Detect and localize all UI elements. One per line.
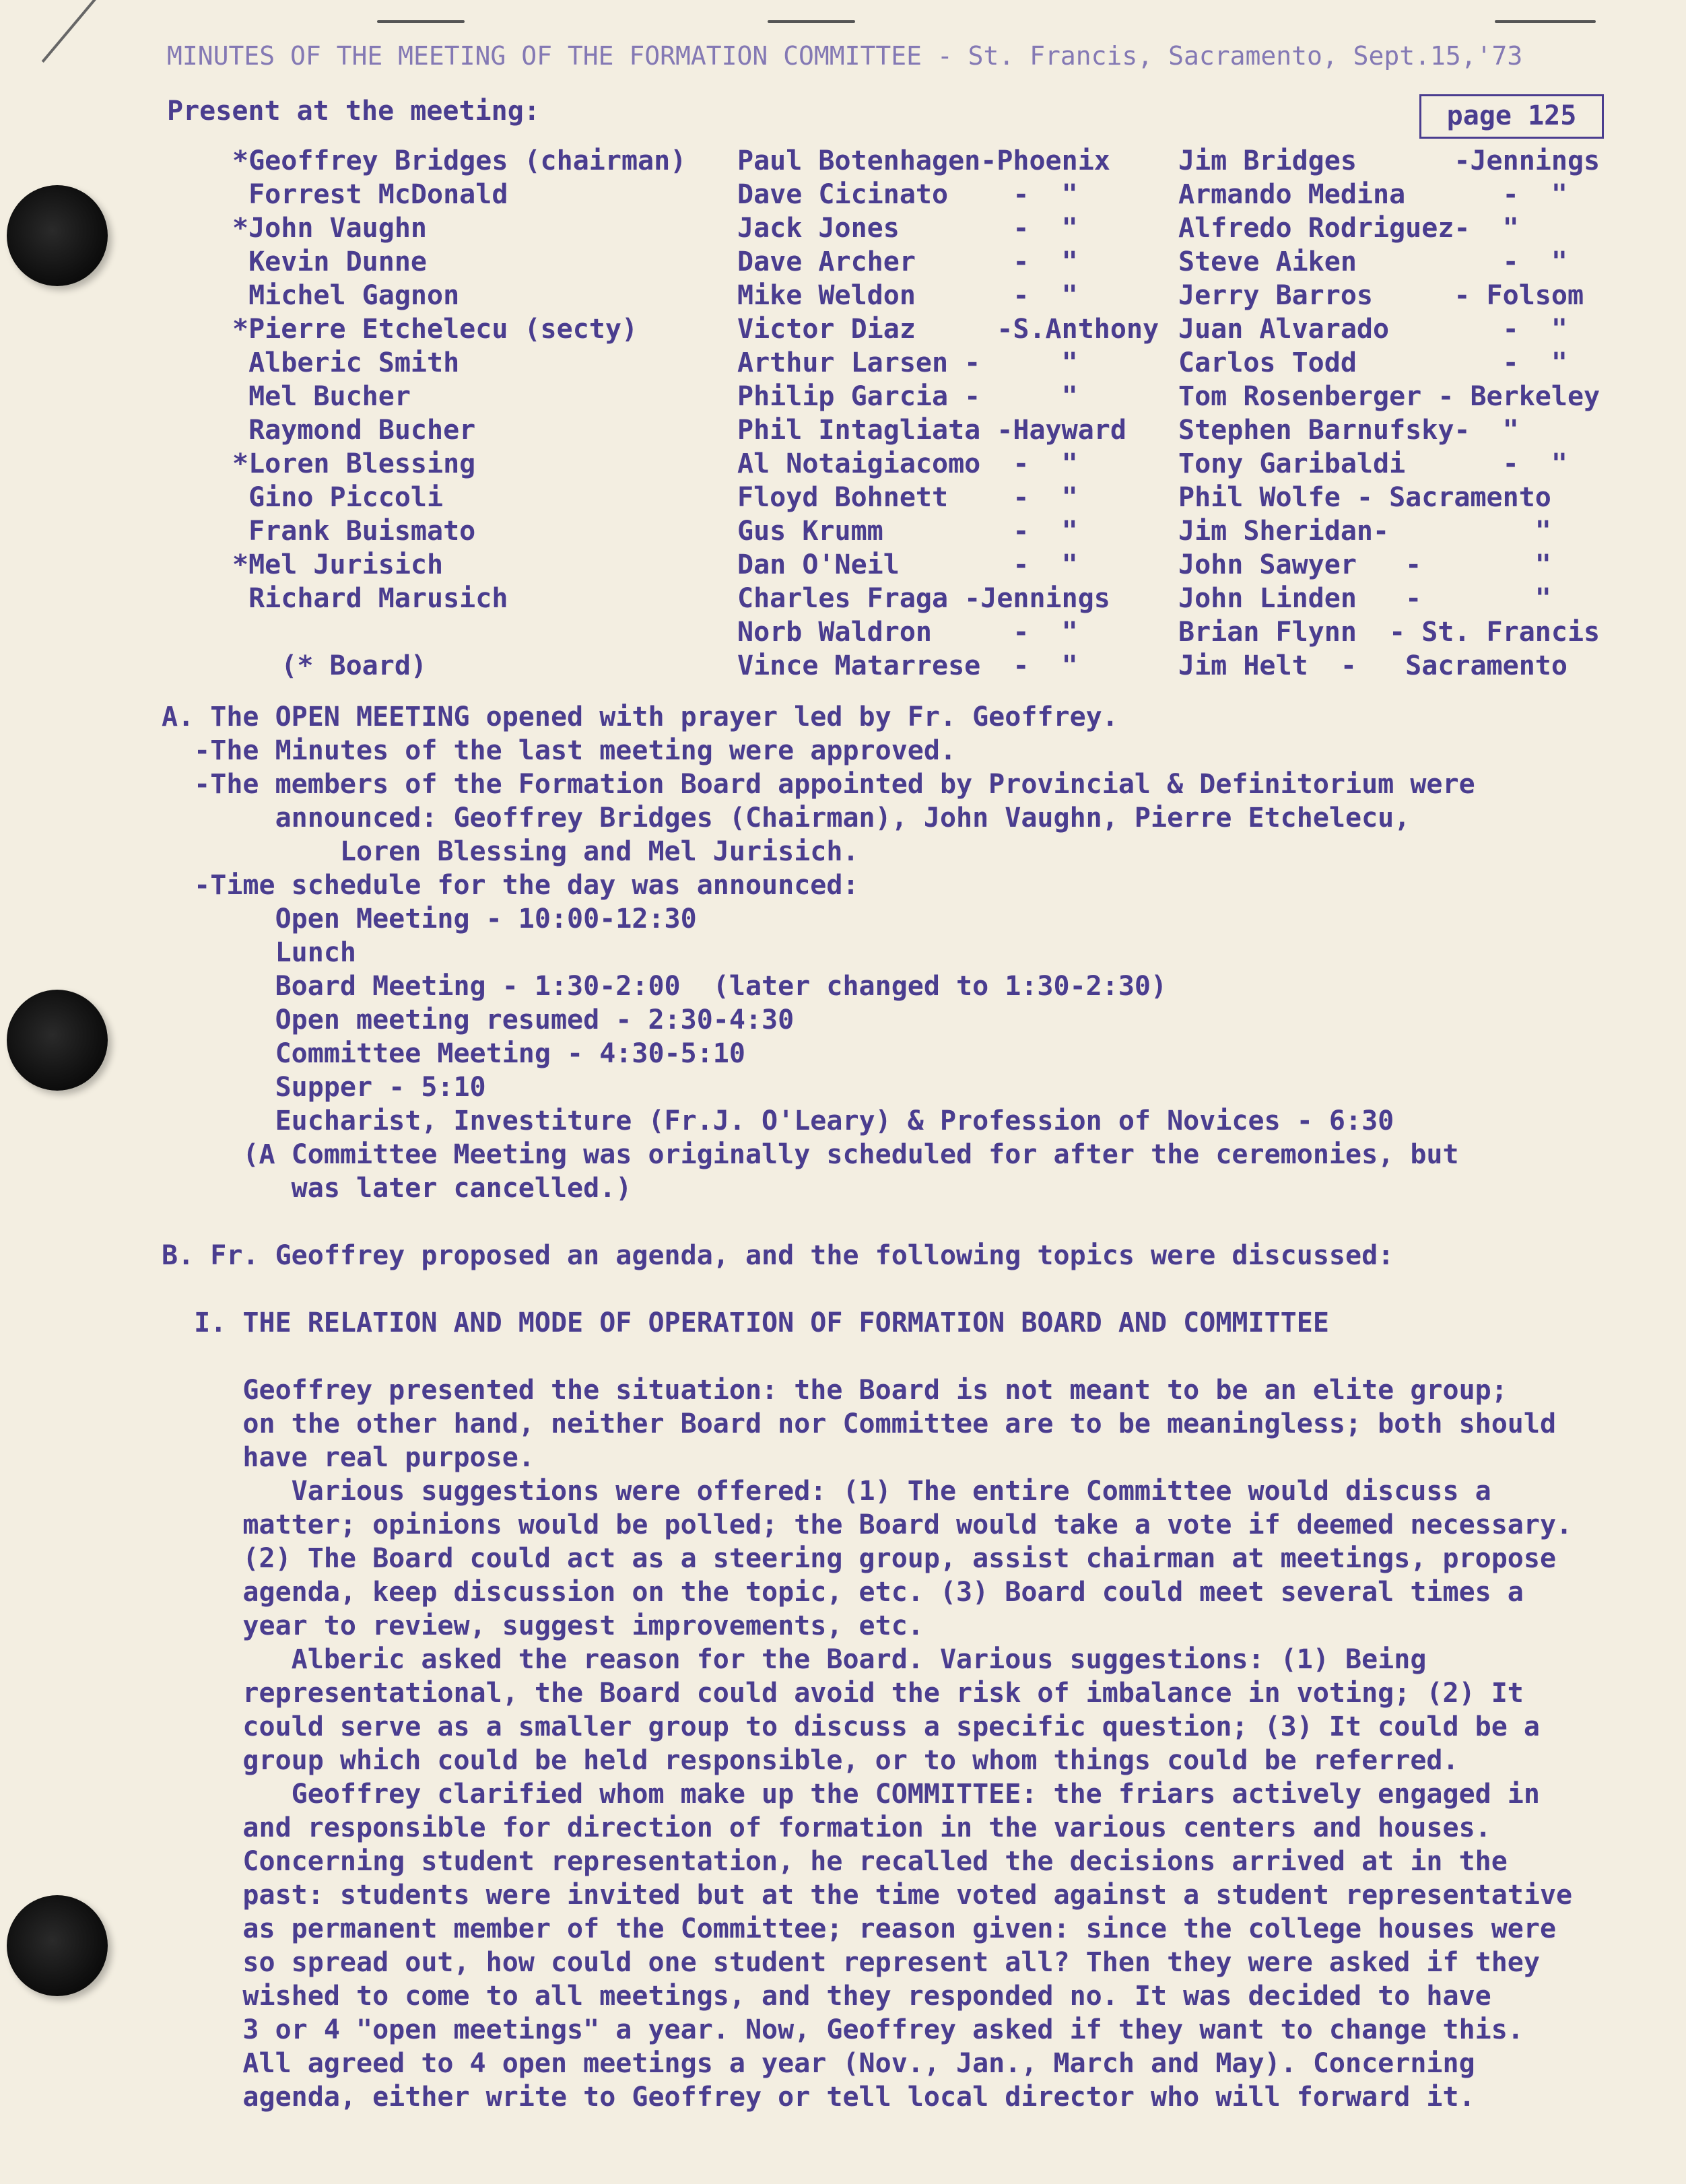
attendee-name: Raymond Bucher <box>232 415 476 446</box>
attendee-name: *Geoffrey Bridges (chairman) <box>232 145 687 176</box>
attendee-name: Michel Gagnon <box>232 280 460 311</box>
attendee-name: Stephen Barnufsky- " <box>1178 415 1519 446</box>
attendee-name: Philip Garcia - " <box>737 381 1078 412</box>
attendee-name: Dave Cicinato - " <box>737 179 1078 210</box>
attendee-name: *Pierre Etchelecu (secty) <box>232 314 638 345</box>
staple-mark <box>768 20 855 23</box>
attendee-name: Steve Aiken - " <box>1178 246 1567 277</box>
attendee-name: Dave Archer - " <box>737 246 1078 277</box>
attendee-name: *Loren Blessing <box>232 448 476 479</box>
attendee-name: Mel Bucher <box>232 381 411 412</box>
attendee-name: John Linden - " <box>1178 583 1551 614</box>
attendee-name: Victor Diaz -S.Anthony <box>737 314 1159 345</box>
attendee-name: Phil Intagliata -Hayward <box>737 415 1126 446</box>
body-line: All agreed to 4 open meetings a year (Nov., Jan., March and May). Concerning <box>162 2048 1475 2079</box>
body-line <box>162 1340 1670 1373</box>
attendee-name: Juan Alvarado - " <box>1178 314 1567 345</box>
staple-mark <box>377 20 465 23</box>
body-line: Committee Meeting - 4:30-5:10 <box>162 1038 745 1069</box>
body-line: group which could be held responsible, or to whom things could be referred. <box>162 1745 1459 1776</box>
attendee-name: Jack Jones - " <box>737 213 1078 244</box>
attendee-name: Kevin Dunne <box>232 246 427 277</box>
body-line <box>162 1272 1670 1306</box>
body-line: B. Fr. Geoffrey proposed an agenda, and the following topics were discussed: <box>162 1240 1394 1271</box>
attendee-name: Arthur Larsen - " <box>737 347 1078 378</box>
attendee-name: Richard Marusich <box>232 583 508 614</box>
board-legend: (* Board) <box>232 650 427 681</box>
body-line: as permanent member of the Committee; reason given: since the college houses were <box>162 1913 1557 1944</box>
attendee-name: Jerry Barros - Folsom <box>1178 280 1584 311</box>
attendee-name: Dan O'Neil - " <box>737 549 1078 580</box>
attendee-name: Jim Helt - Sacramento <box>1178 650 1567 681</box>
minutes-body <box>162 700 1670 2114</box>
attendee-name: Brian Flynn - St. Francis <box>1178 617 1600 648</box>
body-line: Concerning student representation, he recalled the decisions arrived at in the <box>162 1846 1508 1877</box>
body-line: agenda, keep discussion on the topic, etc. (3) Board could meet several times a <box>162 1577 1524 1608</box>
attendee-name: Vince Matarrese - " <box>737 650 1078 681</box>
body-line: (A Committee Meeting was originally scheduled for after the ceremonies, but <box>162 1139 1459 1170</box>
body-line: matter; opinions would be polled; the Board would take a vote if deemed necessary. <box>162 1509 1573 1540</box>
attendee-name: Alfredo Rodriguez- " <box>1178 213 1519 244</box>
body-line <box>162 1205 1670 1239</box>
binder-hole <box>7 185 108 286</box>
attendee-name: Norb Waldron - " <box>737 617 1078 648</box>
body-line: A. The OPEN MEETING opened with prayer led by Fr. Geoffrey. <box>162 702 1118 732</box>
body-line: Board Meeting - 1:30-2:00 (later changed to 1:30-2:30) <box>162 971 1168 1002</box>
attendee-name: Phil Wolfe - Sacramento <box>1178 482 1551 513</box>
body-line: 3 or 4 "open meetings" a year. Now, Geoffrey asked if they want to change this. <box>162 2014 1524 2045</box>
attendee-name: Forrest McDonald <box>232 179 508 210</box>
body-line: Supper - 5:10 <box>162 1072 486 1103</box>
attendee-name: Tony Garibaldi - " <box>1178 448 1567 479</box>
body-line: representational, the Board could avoid the risk of imbalance in voting; (2) It <box>162 1678 1524 1709</box>
body-line: Loren Blessing and Mel Jurisich. <box>162 836 859 867</box>
attendee-name: Frank Buismato <box>232 516 476 547</box>
attendees-column-1 <box>232 144 686 683</box>
body-line: Lunch <box>162 937 356 968</box>
body-line: was later cancelled.) <box>162 1173 632 1204</box>
body-line: and responsible for direction of formation in the various centers and houses. <box>162 1812 1491 1843</box>
attendee-name: *Mel Jurisich <box>232 549 444 580</box>
body-line: Geoffrey presented the situation: the Board is not meant to be an elite group; <box>162 1375 1508 1406</box>
body-line: -Time schedule for the day was announced: <box>162 870 859 901</box>
body-line: announced: Geoffrey Bridges (Chairman), John Vaughn, Pierre Etchelecu, <box>162 803 1411 833</box>
body-line: -The members of the Formation Board appointed by Provincial & Definitorium were <box>162 769 1475 800</box>
attendee-name: Jim Sheridan- " <box>1178 516 1551 547</box>
body-line: -The Minutes of the last meeting were approved. <box>162 735 957 766</box>
body-line: (2) The Board could act as a steering group, assist chairman at meetings, propose <box>162 1543 1557 1574</box>
body-line: on the other hand, neither Board nor Committee are to be meaningless; both should <box>162 1408 1557 1439</box>
page-number-box: page 125 <box>1419 94 1604 139</box>
attendee-name: Jim Bridges -Jennings <box>1178 145 1600 176</box>
body-line: wished to come to all meetings, and they responded no. It was decided to have <box>162 1981 1491 2012</box>
attendees-column-3 <box>1178 144 1600 683</box>
body-line: past: students were invited but at the time voted against a student representative <box>162 1880 1573 1911</box>
attendee-name: Carlos Todd - " <box>1178 347 1567 378</box>
body-line: Various suggestions were offered: (1) The entire Committee would discuss a <box>162 1476 1491 1507</box>
attendee-name: *John Vaughn <box>232 213 427 244</box>
body-line: Open meeting resumed - 2:30-4:30 <box>162 1004 795 1035</box>
attendees-column-2 <box>737 144 1159 683</box>
present-label: Present at the meeting: <box>167 96 540 127</box>
binder-hole <box>7 1895 108 1996</box>
body-line: Open Meeting - 10:00-12:30 <box>162 903 697 934</box>
attendee-name: Armando Medina - " <box>1178 179 1567 210</box>
body-line: agenda, either write to Geoffrey or tell local director who will forward it. <box>162 2082 1475 2113</box>
attendee-name: Paul Botenhagen-Phoenix <box>737 145 1110 176</box>
body-line: could serve as a smaller group to discuss a specific question; (3) It could be a <box>162 1711 1540 1742</box>
document-title: MINUTES OF THE MEETING OF THE FORMATION COMMITTEE - St. Francis, Sacramento, Sept.15,'73 <box>167 41 1523 71</box>
attendee-name <box>232 615 686 649</box>
binder-hole <box>7 990 108 1091</box>
body-line: Alberic asked the reason for the Board. Various suggestions: (1) Being <box>162 1644 1427 1675</box>
body-line: Geoffrey clarified whom make up the COMMITTEE: the friars actively engaged in <box>162 1779 1540 1810</box>
body-line: so spread out, how could one student represent all? Then they were asked if they <box>162 1947 1540 1978</box>
attendee-name: Gino Piccoli <box>232 482 444 513</box>
staple-mark <box>1495 20 1596 23</box>
attendee-name: John Sawyer - " <box>1178 549 1551 580</box>
body-line: year to review, suggest improvements, etc. <box>162 1610 924 1641</box>
attendee-name: Mike Weldon - " <box>737 280 1078 311</box>
attendee-name: Tom Rosenberger - Berkeley <box>1178 381 1600 412</box>
attendee-name: Floyd Bohnett - " <box>737 482 1078 513</box>
staple-mark <box>42 0 100 63</box>
attendee-name: Al Notaigiacomo - " <box>737 448 1078 479</box>
attendee-name: Charles Fraga -Jennings <box>737 583 1110 614</box>
attendee-name: Gus Krumm - " <box>737 516 1078 547</box>
attendee-name: Alberic Smith <box>232 347 460 378</box>
section-heading: I. THE RELATION AND MODE OF OPERATION OF FORMATION BOARD AND COMMITTEE <box>162 1307 1329 1338</box>
body-line: Eucharist, Investiture (Fr.J. O'Leary) & Profession of Novices - 6:30 <box>162 1105 1394 1136</box>
body-line: have real purpose. <box>162 1442 535 1473</box>
